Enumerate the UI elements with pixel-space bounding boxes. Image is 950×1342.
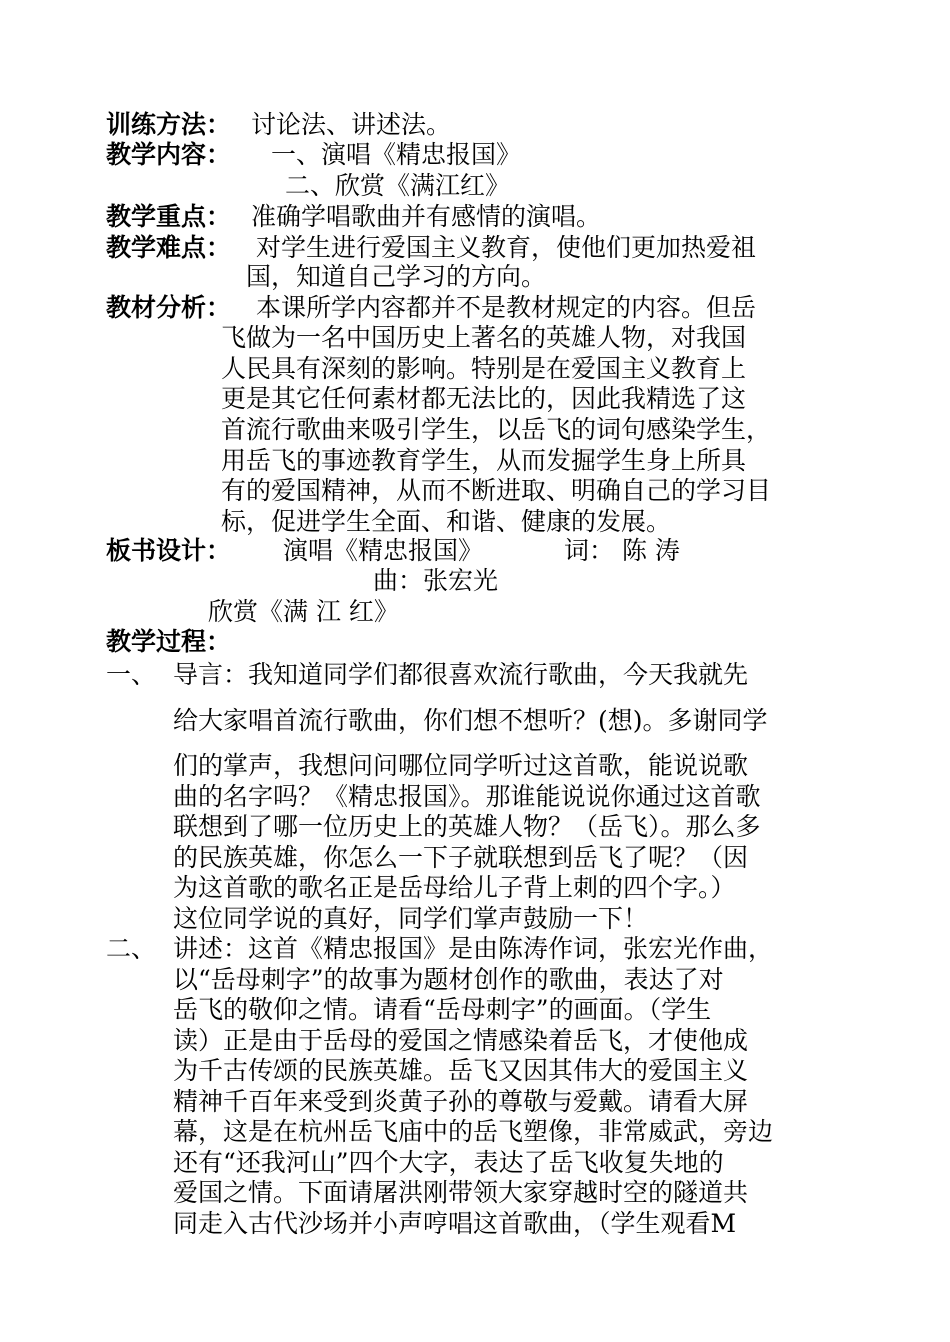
content-label: 教学内容： (106, 140, 232, 169)
section-1-line: 曲的名字吗？《精忠报国》。那谁能说说你通过这首歌 (173, 782, 761, 811)
content-item-1: 一、演唱《精忠报国》 (271, 140, 522, 169)
board-song-2: 欣赏《满 江 红》 (208, 597, 399, 626)
section-2-line: 同走入古代沙场并小声哼唱这首歌曲，（学生观看M (173, 1209, 737, 1238)
section-2-line: 讲述：这首《精忠报国》是由陈涛作词，张宏光作曲， (173, 934, 774, 963)
section-1-line: 给大家唱首流行歌曲，你们想不想听？(想)。多谢同学 (173, 706, 768, 735)
analysis-line: 有的爱国精神，从而不断进取、明确自己的学习目 (221, 476, 772, 505)
difficulty-line: 国，知道自己学习的方向。 (246, 262, 547, 291)
section-2-line: 爱国之情。下面请屠洪刚带领大家穿越时空的隧道共 (173, 1178, 749, 1207)
section-2-line: 为千古传颂的民族英雄。岳飞又因其伟大的爱国主义 (173, 1056, 749, 1085)
section-1-line: 的民族英雄，你怎么一下子就联想到岳飞了呢？（因 (173, 843, 749, 872)
section-2-number: 二、 (106, 934, 157, 963)
difficulty-label: 教学难点： (106, 233, 232, 262)
section-2-line: 精神千百年来受到炎黄子孙的尊敬与爱戴。请看大屏 (173, 1087, 749, 1116)
analysis-line: 首流行歌曲来吸引学生，以岳飞的词句感染学生， (221, 415, 772, 444)
analysis-line: 用岳飞的事迹教育学生，从而发掘学生身上所具 (221, 446, 747, 475)
section-2-line: 岳飞的敬仰之情。请看“岳母刺字”的画面。（学生 (173, 995, 712, 1024)
analysis-line: 标，促进学生全面、和谐、健康的发展。 (221, 507, 672, 536)
section-2-line: 还有“还我河山”四个大字，表达了岳飞收复失地的 (173, 1148, 724, 1177)
section-1-line: 联想到了哪一位历史上的英雄人物？（岳飞）。那么多 (173, 812, 761, 841)
section-2-line: 以“岳母刺字”的故事为题材创作的歌曲，表达了对 (173, 965, 724, 994)
section-1-line: 这位同学说的真好，同学们掌声鼓励一下！ (173, 904, 649, 933)
difficulty-line: 对学生进行爱国主义教育，使他们更加热爱祖 (256, 233, 757, 262)
analysis-label: 教材分析： (106, 293, 232, 322)
method-label: 训练方法： (106, 110, 232, 139)
analysis-line: 本课所学内容都并不是教材规定的内容。但岳 (256, 293, 757, 322)
section-2-line: 读）正是由于岳母的爱国之情感染着岳飞，才使他成 (173, 1026, 749, 1055)
key-point-text: 准确学唱歌曲并有感情的演唱。 (251, 202, 602, 231)
content-item-2: 二、欣赏《满江红》 (285, 171, 511, 200)
board-label: 板书设计： (106, 536, 232, 565)
section-1-number: 一、 (106, 660, 157, 689)
process-label: 教学过程： (106, 627, 232, 656)
analysis-line: 更是其它任何素材都无法比的，因此我精选了这 (221, 384, 747, 413)
board-lyricist: 词： 陈 涛 (564, 536, 680, 565)
key-point-label: 教学重点： (106, 202, 232, 231)
section-1-line: 导言：我知道同学们都很喜欢流行歌曲，今天我就先 (173, 660, 749, 689)
board-song-1: 演唱《精忠报国》 (283, 536, 484, 565)
section-2-line: 幕，这是在杭州岳飞庙中的岳飞塑像，非常威武，旁边 (173, 1117, 774, 1146)
analysis-line: 人民具有深刻的影响。特别是在爱国主义教育上 (221, 354, 747, 383)
analysis-line: 飞做为一名中国历史上著名的英雄人物，对我国 (221, 323, 747, 352)
section-1-line: 们的掌声，我想问问哪位同学听过这首歌，能说说歌 (173, 751, 749, 780)
section-1-line: 为这首歌的歌名正是岳母给儿子背上刺的四个字。） (173, 873, 736, 902)
method-text: 讨论法、讲述法。 (251, 110, 452, 139)
board-composer: 曲：张宏光 (373, 566, 499, 595)
